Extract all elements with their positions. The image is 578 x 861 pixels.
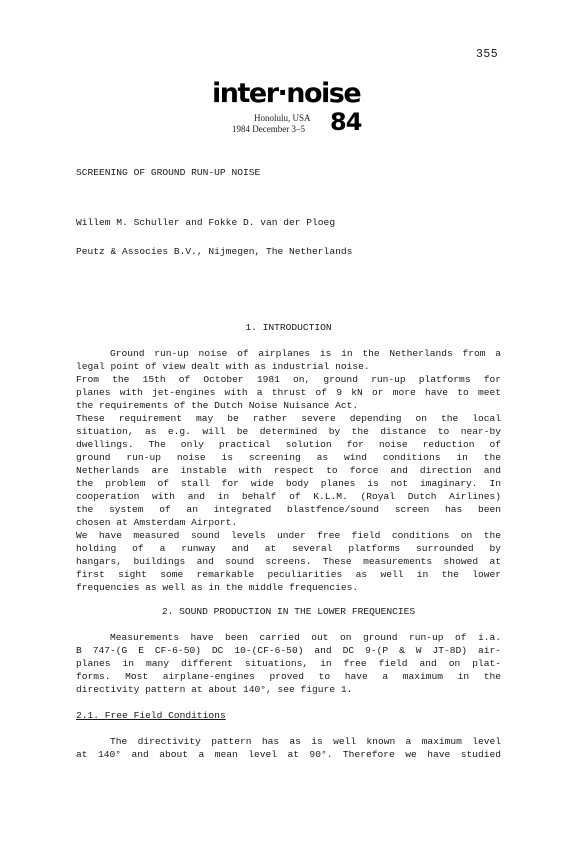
text-line: Ground run-up noise of airplanes is in the Netherlands from a [110, 348, 501, 359]
text-line: directivity pattern at about 140°, see figure 1. [76, 684, 353, 695]
text-line: These requirement may be rather severe depending on the local [76, 413, 501, 424]
logo-date: 1984 December 3–5 [232, 124, 305, 134]
text-line: ground run-up noise is screening as wind conditions in the [76, 452, 501, 463]
text-line: frequencies as well as in the middle frequencies. [76, 582, 359, 593]
affiliation: Peutz & Associes B.V., Nijmegen, The Netherlands [76, 246, 353, 257]
text-line: the requirements of the Dutch Noise Nuisance Act. [76, 400, 359, 411]
text-line: Netherlands are instable with respect to force and direction and [76, 465, 501, 476]
logo-year: 84 [330, 108, 362, 136]
text-line: the system of an integrated blastfence/sound screen has been [76, 504, 501, 515]
text-line: cooperation with and in behalf of K.L.M. (Royal Dutch Airlines) [76, 491, 501, 502]
text-line: chosen at Amsterdam Airport. [76, 517, 238, 528]
text-line: the problem of stall for wide body planes is not imaginary. In [76, 478, 501, 489]
text-line: Measurements have been carried out on ground run-up of i.a. [110, 632, 501, 643]
text-line: holding of a runway and at several platforms surrounded by [76, 543, 501, 554]
text-line: at 140° and about a mean level at 90°. Therefore we have studied [76, 749, 501, 760]
paper-title: SCREENING OF GROUND RUN-UP NOISE [76, 167, 261, 178]
text-line: B 747-(G E CF-6-50) DC 10-(CF-6-50) and DC 9-(P & W JT-8D) air- [76, 645, 501, 656]
text-line: situation, as e.g. will be determined by the distance to near-by [76, 426, 501, 437]
page-number: 355 [476, 48, 499, 61]
logo-wordmark: inter·noise [212, 78, 361, 109]
text-line: hangars, buildings and sound screens. These measurements showed at [76, 556, 501, 567]
text-line: dwellings. The only practical solution for noise reduction of [76, 439, 501, 450]
authors: Willem M. Schuller and Fokke D. van der Ploeg [76, 217, 336, 228]
text-line: planes in many different situations, in free field and on plat- [76, 658, 501, 669]
logo-city: Honolulu, USA [254, 113, 311, 123]
section-2-1-heading: 2.1. Free Field Conditions [76, 710, 226, 721]
text-line: legal point of view dealt with as industrial noise. [76, 361, 370, 372]
text-line: From the 15th of October 1981 on, ground run-up platforms for [76, 374, 501, 385]
text-line: planes with jet-engines with a thrust of 9 kN or more have to meet [76, 387, 501, 398]
text-line: We have measured sound levels under free field conditions on the [76, 530, 501, 541]
text-line: forms. Most airplane-engines proved to have a maximum in the [76, 671, 501, 682]
conference-logo [212, 80, 372, 140]
section-1-heading: 1. INTRODUCTION [245, 322, 332, 333]
text-line: first sight some remarkable peculiarities as well in the lower [76, 569, 501, 580]
section-2-heading: 2. SOUND PRODUCTION IN THE LOWER FREQUENCIES [161, 606, 416, 617]
text-line: The directivity pattern has as is well known a maximum level [110, 736, 501, 747]
